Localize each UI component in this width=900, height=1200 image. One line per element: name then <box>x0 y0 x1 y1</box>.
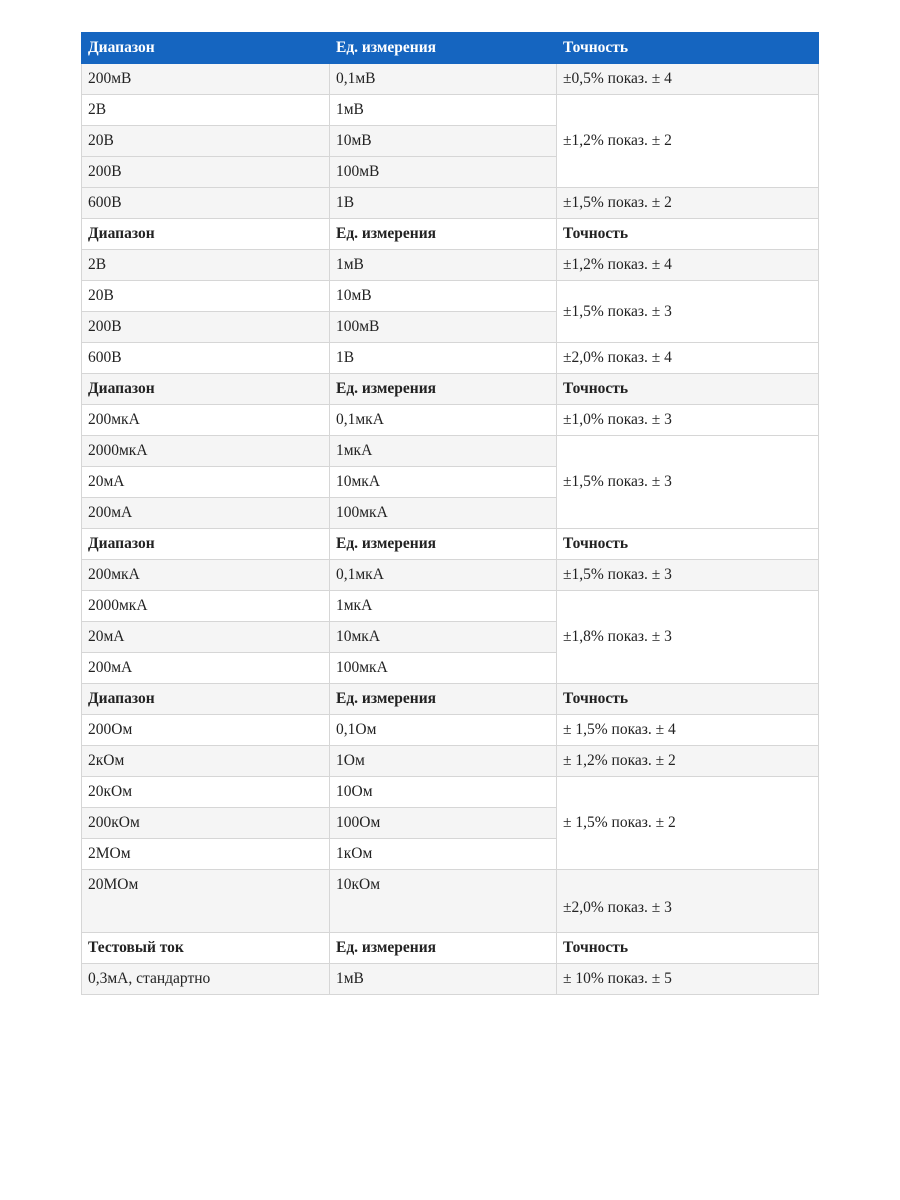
cell-accuracy: ±1,2% показ. ± 4 <box>557 250 819 281</box>
cell-accuracy: ± 10% показ. ± 5 <box>557 964 819 995</box>
cell-unit: 1кОм <box>330 839 557 870</box>
cell-unit: 10кОм <box>330 870 557 933</box>
cell-range: 2000мкА <box>82 591 330 622</box>
cell-accuracy: ±1,5% показ. ± 2 <box>557 188 819 219</box>
cell-accuracy: ±1,5% показ. ± 3 <box>557 281 819 343</box>
table-row <box>82 405 819 436</box>
cell-range: 600В <box>82 188 330 219</box>
section-header-accuracy: Точность <box>557 933 819 964</box>
section-header-unit: Ед. измерения <box>330 374 557 405</box>
section-header-range: Диапазон <box>82 684 330 715</box>
table-row <box>82 777 819 808</box>
table-row <box>82 870 819 933</box>
table-row <box>82 343 819 374</box>
cell-unit: 10мВ <box>330 281 557 312</box>
cell-range: 2В <box>82 250 330 281</box>
section-header-range: Тестовый ток <box>82 933 330 964</box>
table-header-row <box>82 33 819 64</box>
cell-unit: 1мкА <box>330 436 557 467</box>
cell-accuracy: ±1,0% показ. ± 3 <box>557 405 819 436</box>
cell-range: 200мА <box>82 498 330 529</box>
cell-unit: 10мкА <box>330 467 557 498</box>
section-header-range: Диапазон <box>82 374 330 405</box>
section-header-row <box>82 684 819 715</box>
cell-accuracy: ± 1,2% показ. ± 2 <box>557 746 819 777</box>
cell-unit: 1Ом <box>330 746 557 777</box>
cell-unit: 0,1Ом <box>330 715 557 746</box>
cell-range: 200мкА <box>82 560 330 591</box>
section-header-range: Диапазон <box>82 219 330 250</box>
cell-range: 200Ом <box>82 715 330 746</box>
cell-range: 200В <box>82 157 330 188</box>
table-row <box>82 188 819 219</box>
cell-unit: 1В <box>330 188 557 219</box>
cell-unit: 100мкА <box>330 653 557 684</box>
table-row <box>82 715 819 746</box>
table-row <box>82 281 819 312</box>
cell-accuracy: ±2,0% показ. ± 3 <box>557 870 819 933</box>
table-row <box>82 591 819 622</box>
section-header-row <box>82 374 819 405</box>
cell-unit: 100мкА <box>330 498 557 529</box>
table-row <box>82 746 819 777</box>
cell-unit: 10Ом <box>330 777 557 808</box>
section-header-row <box>82 529 819 560</box>
cell-range: 2кОм <box>82 746 330 777</box>
cell-range: 20МОм <box>82 870 330 933</box>
section-header-accuracy: Точность <box>557 529 819 560</box>
cell-unit: 1мВ <box>330 250 557 281</box>
table-row <box>82 560 819 591</box>
cell-unit: 1мВ <box>330 95 557 126</box>
table-row <box>82 95 819 126</box>
table-row <box>82 964 819 995</box>
section-header-accuracy: Точность <box>557 219 819 250</box>
cell-range: 20В <box>82 281 330 312</box>
cell-range: 2МОм <box>82 839 330 870</box>
cell-unit: 1В <box>330 343 557 374</box>
cell-range: 200В <box>82 312 330 343</box>
cell-accuracy: ± 1,5% показ. ± 2 <box>557 777 819 870</box>
cell-range: 200мкА <box>82 405 330 436</box>
cell-accuracy: ±1,8% показ. ± 3 <box>557 591 819 684</box>
cell-range: 20кОм <box>82 777 330 808</box>
cell-range: 200мА <box>82 653 330 684</box>
section-header-accuracy: Точность <box>557 684 819 715</box>
section-header-unit: Ед. измерения <box>330 684 557 715</box>
cell-accuracy: ±1,5% показ. ± 3 <box>557 436 819 529</box>
cell-unit: 0,1мВ <box>330 64 557 95</box>
specifications-table <box>81 32 819 995</box>
table-row <box>82 250 819 281</box>
cell-unit: 0,1мкА <box>330 560 557 591</box>
cell-accuracy: ± 1,5% показ. ± 4 <box>557 715 819 746</box>
cell-unit: 1мВ <box>330 964 557 995</box>
cell-unit: 10мкА <box>330 622 557 653</box>
cell-range: 20В <box>82 126 330 157</box>
cell-accuracy: ±0,5% показ. ± 4 <box>557 64 819 95</box>
section-header-unit: Ед. измерения <box>330 529 557 560</box>
cell-range: 600В <box>82 343 330 374</box>
cell-unit: 100Ом <box>330 808 557 839</box>
cell-unit: 0,1мкА <box>330 405 557 436</box>
section-header-unit: Ед. измерения <box>330 219 557 250</box>
cell-range: 200мВ <box>82 64 330 95</box>
header-accuracy: Точность <box>557 33 819 64</box>
cell-unit: 100мВ <box>330 312 557 343</box>
cell-unit: 1мкА <box>330 591 557 622</box>
section-header-unit: Ед. измерения <box>330 933 557 964</box>
cell-unit: 100мВ <box>330 157 557 188</box>
cell-unit: 10мВ <box>330 126 557 157</box>
header-unit: Ед. измерения <box>330 33 557 64</box>
section-header-accuracy: Точность <box>557 374 819 405</box>
cell-range: 200кОм <box>82 808 330 839</box>
cell-range: 0,3мА, стандартно <box>82 964 330 995</box>
table-row <box>82 436 819 467</box>
header-range: Диапазон <box>82 33 330 64</box>
section-header-row <box>82 933 819 964</box>
cell-accuracy: ±1,5% показ. ± 3 <box>557 560 819 591</box>
cell-range: 20мА <box>82 467 330 498</box>
cell-range: 20мА <box>82 622 330 653</box>
table-row <box>82 64 819 95</box>
section-header-range: Диапазон <box>82 529 330 560</box>
cell-range: 2000мкА <box>82 436 330 467</box>
cell-accuracy: ±2,0% показ. ± 4 <box>557 343 819 374</box>
section-header-row <box>82 219 819 250</box>
cell-range: 2В <box>82 95 330 126</box>
cell-accuracy: ±1,2% показ. ± 2 <box>557 95 819 188</box>
